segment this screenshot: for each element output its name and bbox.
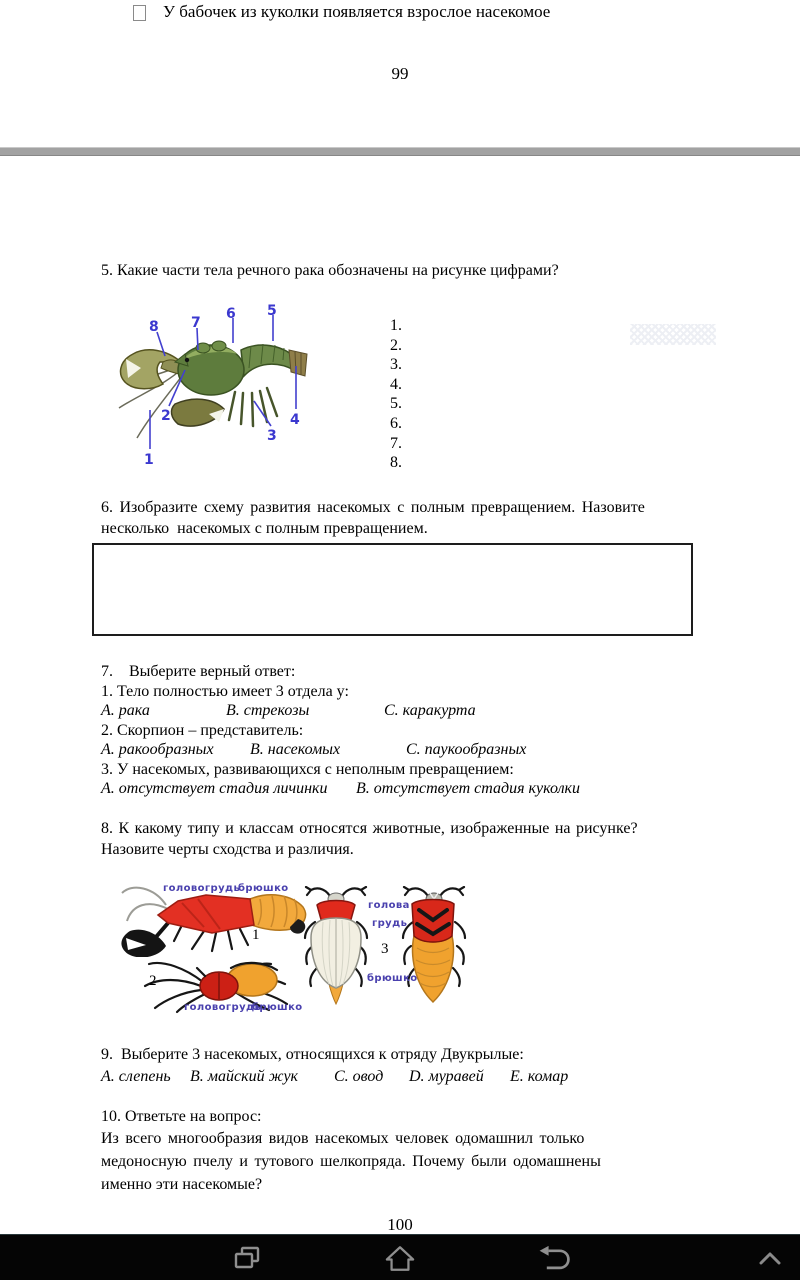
q5-answer-list <box>390 316 402 473</box>
q10-title: 10. Ответьте на вопрос: <box>101 1108 262 1125</box>
figure-number-3: 3 <box>381 941 389 957</box>
q5-answer-line: 5. <box>390 395 402 413</box>
q7-sub1: 1. Тело полностью имеет 3 отдела у: <box>101 683 349 700</box>
beetle-head-label: голова <box>368 900 410 911</box>
q5-title: 5. Какие части тела речного рака обозначены на рисунке цифрами? <box>101 262 559 279</box>
q7-sub1-option-c: С. каракурта <box>384 702 476 719</box>
q8-line2: Назовите черты сходства и различия. <box>101 841 354 858</box>
q5-answer-line: 1. <box>390 317 402 334</box>
q7-sub3-option-b: В. отсутствует стадия куколки <box>356 780 581 797</box>
q9-title: 9. Выберите 3 насекомых, относящихся к отряду Двукрылые: <box>101 1046 524 1063</box>
q7-sub1-option-a: А. рака <box>101 702 150 719</box>
spider-cephalothorax-label: головогрудь <box>184 1002 262 1013</box>
q5-answer-line: 8. <box>390 454 402 472</box>
q10-line3: медоносную пчелу и тутового шелкопряда. Почему были одомашнены <box>101 1153 601 1170</box>
q10-line4: именно эти насекомые? <box>101 1176 263 1193</box>
q7-sub2-option-c: С. паукообразных <box>406 741 527 758</box>
q9-option-c: С. овод <box>334 1068 384 1085</box>
crayfish-part-number-5: 5 <box>267 303 277 319</box>
q5-answer-line: 7. <box>390 434 402 452</box>
crayfish-cephalothorax-label: головогрудь <box>163 883 241 894</box>
beetle-thorax-label: грудь <box>372 918 408 929</box>
q5-answer-line: 4. <box>390 375 402 393</box>
crayfish-part-number-2: 2 <box>161 408 171 424</box>
q7-sub1-option-b: В. стрекозы <box>226 702 310 719</box>
q8-line1: 8. К какому типу и классам относятся животные, изображенные на рисунке? <box>101 820 638 837</box>
hide-bar-button[interactable] <box>748 1235 792 1280</box>
q9-option-a: А. слепень <box>101 1068 171 1085</box>
q9-option-d: D. муравей <box>409 1068 484 1085</box>
q7-sub3-option-a: А. отсутствует стадия личинки <box>101 780 328 797</box>
spider-abdomen-label: брюшко <box>252 1002 303 1013</box>
crayfish-diagram-figure <box>105 298 315 473</box>
q10-line2: Из всего многообразия видов насекомых человек одомашнил только <box>101 1130 585 1147</box>
home-button[interactable] <box>374 1235 426 1280</box>
q8-beetle-dorsal-figure <box>303 886 369 1008</box>
figure-number-1: 1 <box>252 927 260 943</box>
q6-line2: несколько насекомых с полным превращением. <box>101 520 428 537</box>
q7-sub2-option-b: В. насекомых <box>250 741 341 758</box>
q7-sub2: 2. Скорпион – представитель: <box>101 722 304 739</box>
q7-title: 7. Выберите верный ответ: <box>101 663 296 680</box>
beetle-abdomen-label: брюшко <box>367 973 418 984</box>
crayfish-part-number-4: 4 <box>290 412 300 428</box>
home-icon <box>385 1245 415 1272</box>
q9-option-b: В. майский жук <box>190 1068 299 1085</box>
back-icon <box>536 1245 572 1271</box>
back-button[interactable] <box>528 1235 580 1280</box>
crayfish-part-number-1: 1 <box>144 452 154 468</box>
missing-glyph-box <box>133 5 146 21</box>
q6-answer-box <box>92 543 693 636</box>
q7-sub2-option-a: А. ракообразных <box>101 741 214 758</box>
faint-watermark-box <box>630 324 716 345</box>
prev-page-text-line: У бабочек из куколки появляется взрослое насекомое <box>163 2 551 21</box>
crayfish-part-number-7: 7 <box>191 315 201 331</box>
crayfish-part-number-8: 8 <box>149 319 159 335</box>
q9-option-e: Е. комар <box>510 1068 569 1085</box>
figure-number-2: 2 <box>149 973 157 989</box>
recent-apps-button[interactable] <box>222 1235 272 1280</box>
q5-answer-line: 3. <box>390 356 402 374</box>
crayfish-abdomen-label: брюшко <box>238 883 289 894</box>
page-break-divider <box>0 147 800 156</box>
page-number-100: 100 <box>387 1215 413 1234</box>
crayfish-part-number-3: 3 <box>267 428 277 444</box>
recent-apps-icon <box>234 1246 260 1270</box>
crayfish-part-number-6: 6 <box>226 306 236 322</box>
chevron-up-icon <box>759 1251 781 1265</box>
page-number-99: 99 <box>391 64 409 83</box>
q6-line1: 6. Изобразите схему развития насекомых с полным превращением. Назовите <box>101 499 645 516</box>
q7-sub3: 3. У насекомых, развивающихся с неполным превращением: <box>101 761 514 778</box>
android-navigation-bar <box>0 1234 800 1280</box>
q5-answer-line: 2. <box>390 336 402 354</box>
q5-answer-line: 6. <box>390 414 402 432</box>
